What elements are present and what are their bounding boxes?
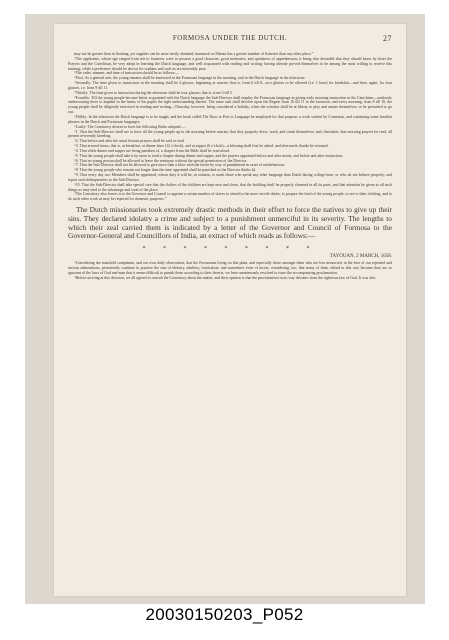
paragraph: “4. That while dinner and supper are being partaken of, a chapter from the Bible shall be read aloud. [74,148,231,153]
paragraph: “Lastly: The Consistory desires to have the following Rules adopted:— [74,124,186,129]
paragraph: “3. That at meal-times, that is, at breakfast, at dinner-time (12 o'clock), and at supper (6 o'clock)—a blessing shall first be asked, and afterwards thanks be returned. [74,144,329,149]
paragraph: “1. That the Sub-Director shall see to have all the young people up in the morning before sunrise; that they properly dress, wash, and comb themselves; and, thereafter, that morning prayers be read, all present reverently kneeling. [68,129,392,139]
paragraph: “Considering the manifold complaints, and our own daily observation, that the Formosans living on this plain, and especially those amongst them who are less instructed, in the face of our repeated and serious admonitions, persistently continue to practise the sins of idolatry, adultery, fornication, and sometimes even of incest; considering, too, that many of them offend in this way because they are so ignorant of the laws of God and man that it seems difficult to punish them according to their deserts, we have unanimously resolved to issue the accompanying proclamation. [68,260,392,275]
paragraph: “8. That the young people who remain out longer than the time appointed shall be punished as the Director thinks fit. [74,168,257,173]
book-page [54,24,406,596]
paragraph: “10. That the Sub-Director shall take special care that the clothes of the children are kept neat and clean, that the building itself be properly cleansed in all its parts, and that attention be given to all such things as may tend to the advantage and weal of the place. [68,182,392,192]
letter-dateline: TAYOUAN, 2 MARCH, 1658. [329,253,392,259]
paragraph: “The order, manner, and time of instruction should be as follows:— [74,71,180,76]
paragraph: “Fourthly: Till the young people become better acquainted with the Dutch language the Sub-Director shall employ the Formosan language in giving early morning instruction in the Catechism—zealously endeavouring there to implant in the hearts of his pupils the right understanding thereof. The same task shall devolve upon the Regent from 10 till 11 in the forenoon, and every morning, from 8 till 10, the young people shall be diligently exercised in reading and writing—Thursday, however, being considered a holiday, when the scholars shall be at liberty to play and amuse themselves, or be permitted to go out. [68,95,392,115]
running-title: FORMOSA UNDER THE DUTCH. [172,34,288,42]
narrative-text [68,206,392,241]
paragraph: “Before arriving at this decision, we all agreed to consult the Consistory about the matter, and their opinion is that the proclamation in no way deviates from the righteous law of God. It was also [74,275,376,280]
paragraph: “First: As a general rule, the young inmates shall be instructed in the Formosan language in the morning, and in the Dutch language in the afternoon. [74,76,306,81]
paragraph: may not be greater than in Soulang, yet supplies can be more easily obtained, inasmuch as Mattau has a greater number of fisheries than any other place.” [74,52,314,56]
paragraph: “Thirdly: The time given to instruction during the afternoon shall be four glasses; that is, from 3 till 5. [74,90,233,95]
paragraph: “The Consistory also leaves it to the Governor and Council to appoint a certain number of slaves to attend to the more servile duties, to prepare the food of the young people, to see to their clothing, and to do such other work as may be required for domestic purposes.” [68,192,392,202]
page-number: 27 [383,34,392,43]
paragraph: The Dutch missionaries took extremely drastic methods in their effort to force the natives to give up their sins. They declared idolatry a crime and subject to a punishment unmerciful in its severity. The lengths to which their zeal carried them is indicated by a letter of the Governor and Council of Formosa to the Governor-General and Councillors of India, an extract of which reads as follows:— [68,205,392,241]
paragraph: “2. That before and after the usual lessons prayers shall be said or read. [74,139,185,144]
seminary-rules-text [68,52,392,202]
letter-text [68,261,392,280]
paragraph: “7. That the Sub-Director shall not be allowed to give more than a blow with the ferule by way of punishment in cases of misbehaviour. [74,163,286,168]
image-caption: 20030150203_P052 [145,605,304,624]
paragraph: “9. That every day two Members shall be appointed, whose duty it will be, in rotation, to mark those who speak any other language than Dutch during college-time, or who do not behave properly; and report such delinquencies to the Sub-Director. [68,173,392,182]
page-header [54,34,406,46]
paragraph: “6. That no young person shall be allowed to leave the seminary without the special permission of the Director. [74,158,248,163]
paragraph: “The applicants, whose age ranged from ten to fourteen, were to possess a good character, good memories, and quickness of apprehension; it being also desirable that they should know by heart the Prayers and the Catechism, be very adept in learning the Dutch language, and well acquainted with reading and writing; having already proved themselves to be among the most willing to receive this training; while a preference should be shown for orphans and such as are miserably poor. [68,56,392,71]
section-separator: * * * * * * * * * [142,245,318,252]
paragraph: “Secondly: The time given to instruction in the morning shall be 4 glasses, beginning at sunrise; that is, from 6 till 8—two glasses to be allowed (i.e. 1 hour) for breakfast—and then, again, for four glasses, i.e. from 9 till 11. [68,81,392,90]
paragraph: “Fifthly: In the afternoon the Dutch language is to be taught, and the book called The Door or Port to Language be employed for that purpose; a work written by Comenius, and containing some familiar phrases in the Dutch and Formosan languages. [68,114,392,124]
page-body [68,52,392,280]
paragraph: “5. That the young people shall take it by turns to read a chapter during dinner and supper, and the prayers appointed before and after meals, and before and after instruction. [74,153,343,158]
